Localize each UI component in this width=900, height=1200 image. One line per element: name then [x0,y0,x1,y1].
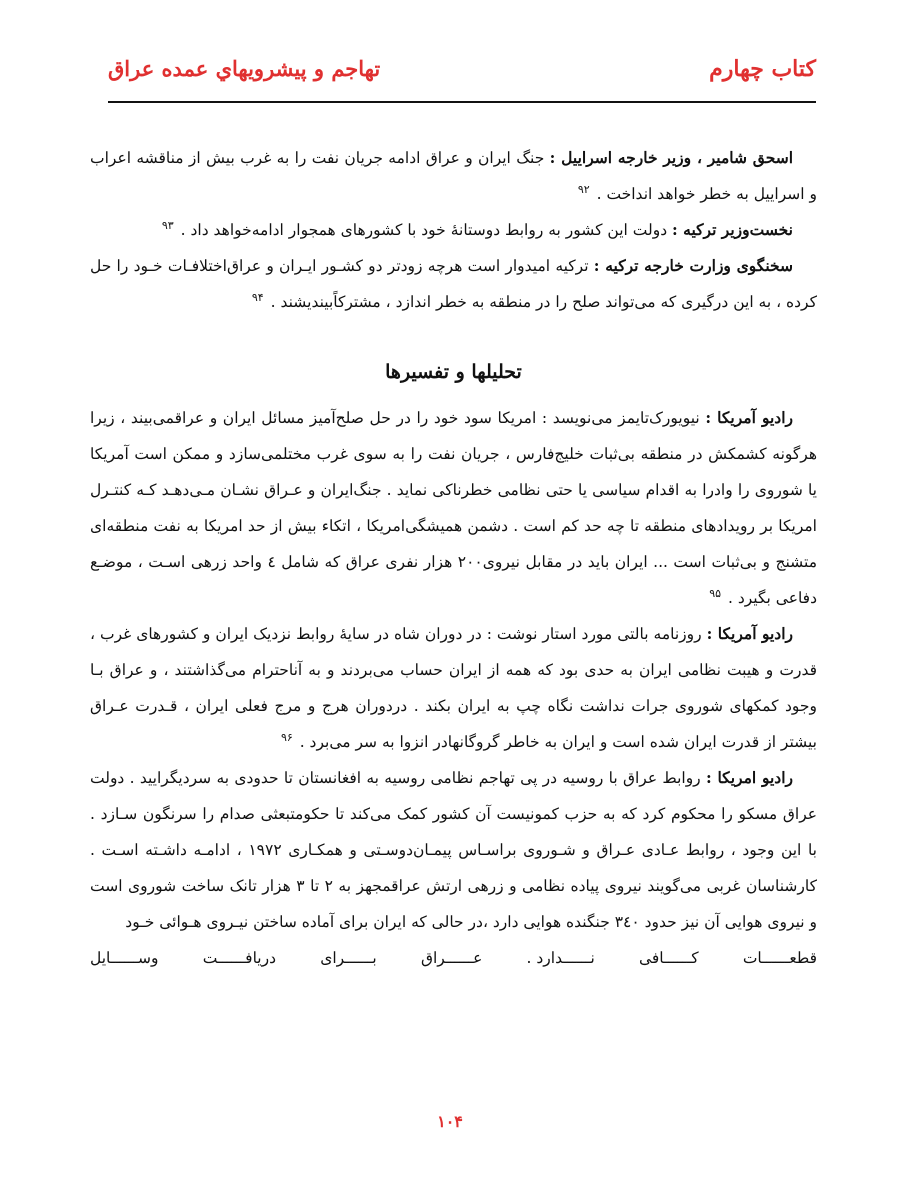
word: عــــــراق [420,949,483,967]
section-heading: تحلیلها و تفسیرها [385,361,522,383]
word: بــــــرای [320,949,377,967]
analysis-paragraph [90,616,817,760]
word: کــــــافی [638,949,699,967]
analysis-text: نیویورک‌تایمز می‌نویسد : امریکا سود خود را در حل صلح‌آمیز مسائل ایران و عراقمی‌بیند ، زیرا هرگونه کشمکش در منطقه بی‌ثبات خلیج‌فارس ، جریان نفت را به سوی غرب مختلمی‌سازد و ممکن است آمریکا یا شوروی را وادرا به اقدام سیاسی یا حتی نظامی خطرناکی نماید . جنگ‌ایران و عـراق نشـان مـی‌دهـد کـه کنتـرل امریکا بر رویدادهای منطقه تا چه حد کم است . دشمن همیشگی‌امریکا ، اتکاء بیش از حد امریکا به نفت منطقه‌ای متشنج و بی‌ثبات است ... ایران باید در مقابل نیروی‌۲۰۰ هزار نفری عراق که شامل ٤ واحد زرهی اسـت ، موضـع دفاعی بگیرد . [90,409,817,607]
statement-paragraph [90,248,817,320]
footnote-marker: ۹۳ [161,218,174,232]
justified-last-line [90,940,817,976]
speaker-name: نخست‌وزیر ترکیه : [672,220,793,239]
book-title: کتاب چهارم [709,56,816,82]
word: دریافــــــت [202,949,276,967]
analysis-paragraph [90,760,817,940]
statement-paragraph [90,140,817,212]
page-number: ۱۰۴ [437,1112,463,1131]
statement-text: دولت این کشور به روابط دوستانهٔ خود با کشورهای همجوار ادامه‌خواهد داد . [180,221,673,239]
footnote-marker: ۹۶ [280,730,293,744]
word: قطعــــــات [742,949,817,967]
footnote-marker: ۹۵ [709,586,722,600]
statement-text: جنگ ایران و عراق ادامه جریان نفت را به غرب بیش از مناقشه اعراب و اسراییل به خطر خواهد انداخت . [90,149,817,203]
speaker-name: رادیو آمریکا : [705,408,793,427]
speaker-name: رادیو آمریکا : [706,624,793,643]
word: وســــــایل [90,949,159,967]
analysis-text: روابط عراق با روسیه در پی تهاجم نظامی روسیه به افغانستان تا حدودی به سردیگرایید . دولت عراق مسکو را محکوم کرد که به حزب کمونیست آن کشور کمک می‌کند تا حکومتبعثی صدام را سرنگون سـازد . با این وجود ، روابط عـادی عـراق و شـوروی براسـاس پیمـان‌دوسـتی و همکـاری ۱۹۷۲ ، ادامـه داشـته اسـت . کارشناسان غربی می‌گویند نیروی پیاده نظامی و زرهی ارتش عراقمجهز به ۲ تا ۳ هزار تانک ساخت شوروی است و نیروی هوایی آن نیز حدود ۳٤٠ جنگنده هوایی دارد ،در حالی که ایران برای آماده ساختن نیـروی هـوائی خـود [90,769,818,931]
footnote-marker: ۹۴ [251,290,264,304]
page-body [90,140,817,976]
chapter-title: تهاجم و پیشرویهاي عمده عراق [108,56,381,81]
statement-paragraph [90,212,817,248]
footnote-marker: ۹۲ [577,182,590,196]
speaker-name: سخنگوی وزارت خارجه ترکیه : [593,256,793,275]
word: نــــــدارد . [526,949,595,967]
header-divider [108,101,816,103]
speaker-name: رادیو امریکا : [705,768,793,787]
speaker-name: اسحق شامیر ، وزیر خارجه اسراییل : [549,148,793,167]
page-header [108,56,816,86]
analysis-paragraph [90,400,817,616]
statement-text: ترکیه امیدوار است هرچه زودتر دو کشـور ایـران و عراق‌اختلافـات خـود را حل کرده ، به این درگیری که می‌تواند صلح را در منطقه به خطر اندازد ، مشترکاًبیندیشند . [90,257,817,311]
analysis-text: روزنامه بالتی مورد استار نوشت : در دوران شاه در سایهٔ روابط نزدیک ایران و کشورهای غرب ، قدرت و هیبت نظامی ایران به حدی بود که همه از ایران حساب می‌بردند و به آناحترام می‌گذاشتند ، و عراق بـا وجود کمکهای شوروی جرات نداشت نگاه چپ به ایران بکند . دردوران هرج و مرج فعلی ایران ، قـدرت عـراق بیشتر از قدرت ایران شده است و ایران به خاطر گروگانهادر انزوا به سر می‌برد . [90,625,817,751]
